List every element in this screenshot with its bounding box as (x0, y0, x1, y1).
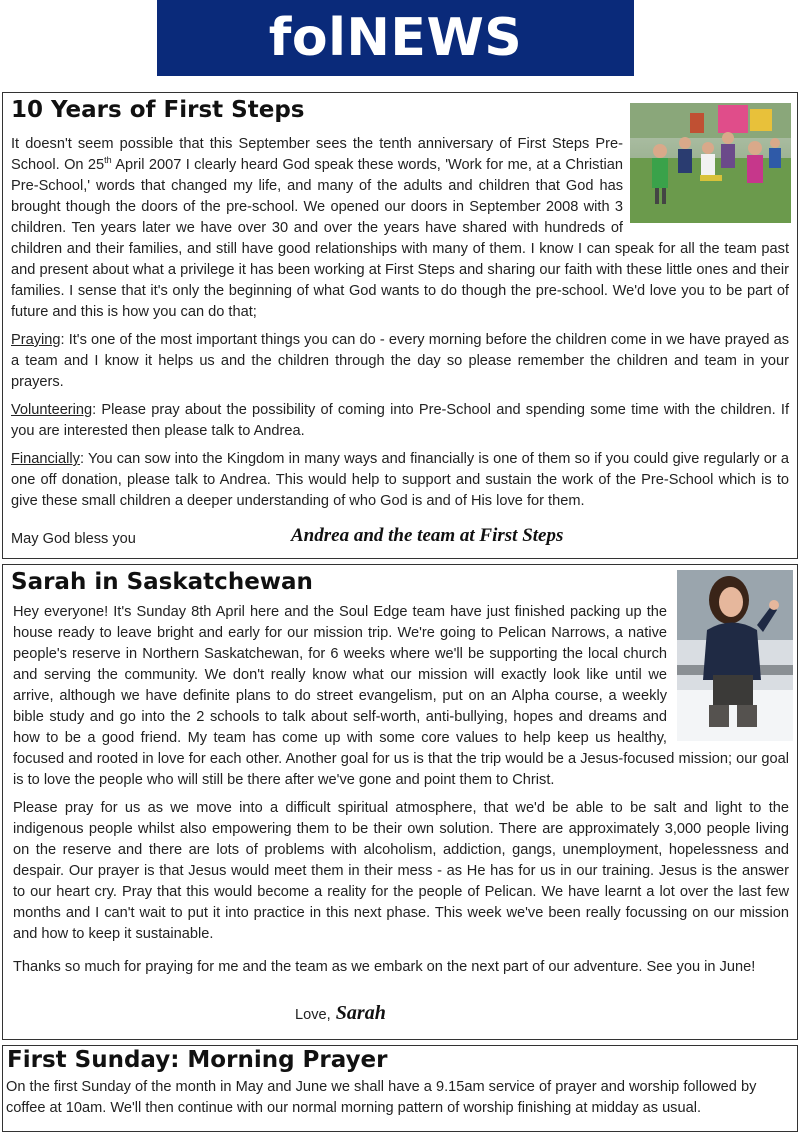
volunteering-paragraph (11, 400, 789, 442)
article-title: Sarah in Saskatchewan (11, 569, 313, 595)
praying-label: Praying (11, 332, 61, 348)
article-body (11, 134, 789, 519)
financially-paragraph (11, 449, 789, 512)
prayer-text: Please pray for us as we move into a difficult spiritual atmosphere, that we'd be able to be salt and light to the indigenous people whilst also empowering them to be their own solution. There are approximately 3,000 people living on the reserve and there are lots of problems with alcoholism, addiction, gangs, unemployment, hopelessness and despair. Our prayer is that Jesus would meet them in their mess - as He has for us in our training. Jesus is the answer to our heart cry. Pray that this would become a reality for the people of Pelican. We have learnt a lot over the last few months and I can't wait to put it into practice in this next phase. This week we've been really focussing on our mission and how to keep it sustainable. (13, 800, 789, 942)
sarah-signature: Sarah (335, 1002, 386, 1024)
volunteering-label: Volunteering (11, 402, 93, 418)
financially-label: Financially (11, 451, 80, 467)
masthead-title: folNEWS (268, 8, 523, 68)
intro-paragraph (11, 134, 789, 323)
intro-text-a: It doesn't seem possible that this September sees the tenth anniversary of First Steps Pre-School. On 25 (11, 136, 623, 173)
love-text: Love, (295, 1007, 331, 1023)
photo-spacer (623, 134, 789, 230)
article-first-steps (2, 92, 798, 559)
thanks-text: Thanks so much for praying for me and the team as we embark on the next part of our adventure. See you in June! (13, 959, 756, 975)
article-first-sunday (2, 1045, 798, 1132)
masthead-banner (157, 0, 634, 76)
article-body (13, 602, 789, 989)
volunteering-text: : Please pray about the possibility of coming into Pre-School and spending some time with the children. If you are interested then please talk to Andrea. (11, 402, 789, 439)
intro-superscript: th (104, 155, 112, 166)
article-title: 10 Years of First Steps (11, 97, 305, 123)
article-body: On the first Sunday of the month in May and June we shall have a 9.15am service of prayer and worship followed by coffee at 10am. We'll then continue with our normal morning pattern of worship finishing at midday as usual. (6, 1079, 757, 1116)
photo-spacer (667, 602, 789, 748)
article-sarah (2, 564, 798, 1040)
closing-text: May God bless you (11, 531, 136, 547)
financially-text: : You can sow into the Kingdom in many ways and financially is one of them so if you could give regularly or a one off donation, please talk to Andrea. This would help to support and sustain the work of the Pre-School which is to give these small children a deeper understanding of who God is and of His love for them. (11, 451, 789, 509)
sign-off (295, 1002, 386, 1026)
praying-text: : It's one of the most important things you can do - every morning before the children come in we have prayed as a team and I know it helps us and the children through the day so please remember the children and team in your prayers. (11, 332, 789, 390)
prayer-paragraph (13, 798, 789, 945)
first-steps-signature: Andrea and the team at First Steps (291, 525, 564, 546)
intro-paragraph (13, 602, 789, 791)
praying-paragraph (11, 330, 789, 393)
article-title: First Sunday: Morning Prayer (7, 1047, 388, 1073)
thanks-paragraph (13, 952, 789, 982)
intro-text: Hey everyone! It's Sunday 8th April here and the Soul Edge team have just finished packing up the house ready to leave bright and early for our mission trip. We're going to Pelican Narrows, a native people's reserve in Northern Saskatchewan, for 6 weeks where we'll be supporting the local church and serving the community. We don't really know what our mission will exactly look like until we arrive, although we have definite plans to do street evangelism, put on an Alpha course, a weekly bible study and go into the 2 schools to talk about self-worth, anti-bullying, hopes and dreams and how to be a good friend. My team has come up with some core values to help keep us healthy, focused and rooted in love for each other. Another goal for us is that the trip would be a Jesus-focused mission; our goal is to love the people who will still be there after we've gone and point them to Christ. (13, 604, 789, 788)
intro-text-b: April 2007 I clearly heard God speak these words, 'Work for me, at a Christian Pre-School,' words that changed my life, and many of the adults and children that God has brought though the doors of the pre-school. We opened our doors in September 2008 with 3 children. Ten years later we have over 30 and over the years have shared with hundreds of children and their families, and still have good relationships with many of them. I know I can speak for all the team past and present about what a privilege it has been working at First Steps and sharing our faith with these little ones and their families. I sense that it's only the beginning of what God wants to do though the pre-school. We'd love you to be part of future and this is how you can do that; (11, 157, 789, 320)
